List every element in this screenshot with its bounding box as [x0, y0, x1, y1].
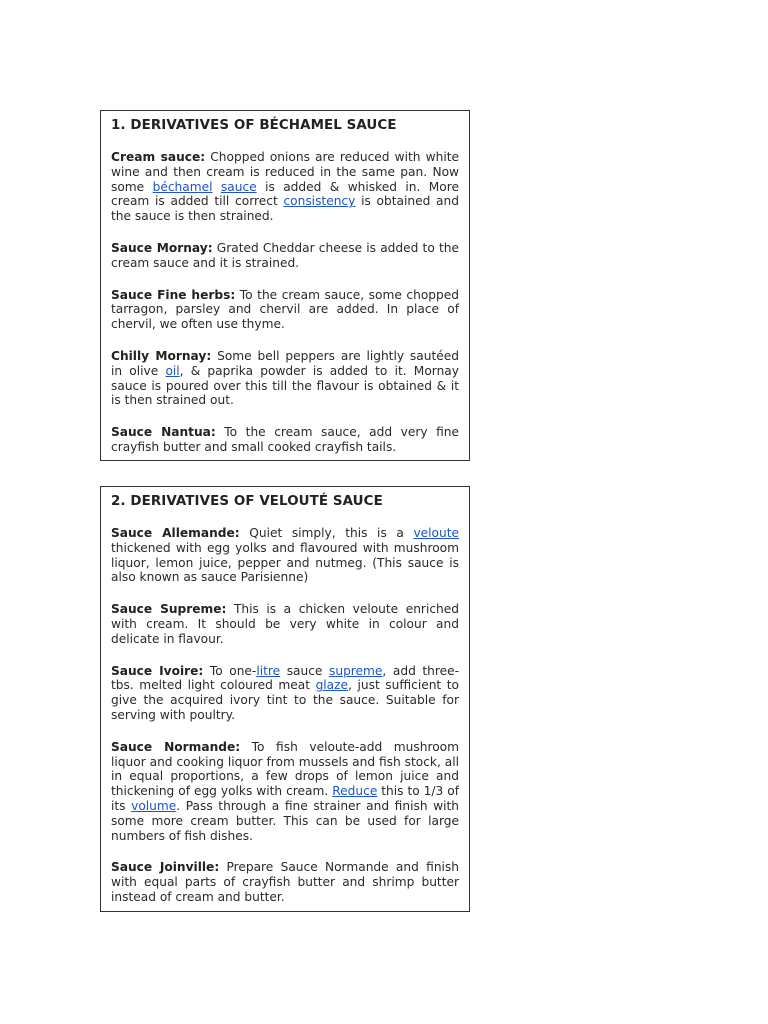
entry-text: thickened with egg yolks and flavoured with mushroom liquor, lemon juice, pepper and nutmeg. (This sauce is also known as sauce Parisienne)	[111, 540, 459, 585]
entry-chilly-mornay	[111, 349, 459, 408]
link-veloute[interactable]: veloute	[413, 526, 460, 540]
link-consistency[interactable]: consistency	[283, 194, 356, 209]
bechamel-section-title: 1. DERIVATIVES OF BÉCHAMEL SAUCE	[111, 118, 397, 133]
link-sauce[interactable]: sauce	[220, 179, 257, 194]
entry-sauce-joinville	[111, 860, 459, 904]
entry-text: Some bell peppers are lightly sautéed in olive	[111, 348, 459, 378]
link-reduce[interactable]: Reduce	[332, 784, 378, 799]
entry-term: Cream sauce:	[111, 150, 206, 164]
entry-text: Quiet simply, this is a	[239, 526, 414, 540]
entry-sauce-supreme	[111, 602, 459, 646]
entry-term: Sauce Mornay:	[111, 240, 213, 255]
link-oil[interactable]: oil	[165, 363, 180, 378]
entry-text: Prepare Sauce Normande and finish with equal parts of crayfish butter and shrimp butter instead of cream and butter.	[111, 860, 459, 904]
entry-text: To the cream sauce, some chopped tarragon, parsley and chervil are added. In place of chervil, we often use thyme.	[111, 287, 459, 332]
entry-text: This is a chicken veloute enriched with cream. It should be very white in colour and delicate in flavour.	[111, 602, 459, 646]
entry-text: Chopped onions are reduced with white wine and then cream is reduced in the same pan. Now some	[111, 150, 460, 194]
entry-text: is added & whisked in. More cream is added till correct	[111, 179, 459, 209]
entry-text: this to 1/3 of its	[111, 784, 459, 813]
veloute-section-title: 2. DERIVATIVES OF VELOUTÉ SAUCE	[111, 494, 383, 509]
link-b-chamel[interactable]: béchamel	[152, 179, 213, 194]
link-supreme[interactable]: supreme	[329, 663, 383, 678]
link-litre[interactable]: litre	[256, 663, 281, 678]
entry-sauce-normande	[111, 740, 459, 844]
entry-text	[212, 180, 220, 194]
entry-text: sauce	[280, 663, 329, 678]
entry-text: To the cream sauce, add very fine crayfish butter and small cooked crayfish tails.	[111, 425, 459, 454]
entry-term: Sauce Ivoire:	[111, 663, 204, 678]
bechamel-derivatives-box	[100, 110, 470, 461]
entry-text: To one-	[203, 663, 257, 678]
entry-term: Sauce Normande:	[111, 739, 241, 754]
entry-text: , & paprika powder is added to it. Mornay sauce is poured over this till the flavour is obtained & it is then strained out.	[111, 363, 459, 408]
entry-term: Sauce Supreme:	[111, 602, 227, 617]
entry-term: Sauce Fine herbs:	[111, 287, 236, 302]
entry-term: Sauce Joinville:	[111, 860, 220, 875]
entry-term: Chilly Mornay:	[111, 348, 212, 363]
bechamel-entries	[111, 150, 459, 455]
entry-text: is obtained and the sauce is then strained.	[111, 194, 459, 224]
entry-sauce-nantua	[111, 425, 459, 455]
entry-sauce-allemande	[111, 526, 459, 585]
entry-text: , add three-tbs. melted light coloured meat	[111, 663, 460, 693]
link-glaze[interactable]: glaze	[315, 678, 349, 693]
entry-text: To fish veloute-add mushroom liquor and cooking liquor from mussels and fish stock, all in equal proportions, a few drops of lemon juice and thickening of egg yolks with cream.	[111, 739, 459, 799]
entry-term: Sauce Allemande:	[111, 526, 240, 540]
entry-sauce-mornay	[111, 241, 459, 271]
entry-term: Sauce Nantua:	[111, 425, 216, 440]
entry-sauce-ivoire	[111, 664, 459, 723]
veloute-entries	[111, 526, 459, 905]
entry-text: Grated Cheddar cheese is added to the cream sauce and it is strained.	[111, 240, 459, 270]
link-volume[interactable]: volume	[131, 798, 177, 813]
entry-cream-sauce	[111, 150, 459, 224]
entry-text: , just sufficient to give the acquired ivory tint to the sauce. Suitable for serving with poultry.	[111, 678, 459, 722]
veloute-derivatives-box	[100, 486, 470, 912]
entry-sauce-fine-herbs	[111, 288, 459, 332]
entry-text: . Pass through a fine strainer and finish with some more cream butter. This can be used for large numbers of fish dishes.	[111, 798, 459, 843]
